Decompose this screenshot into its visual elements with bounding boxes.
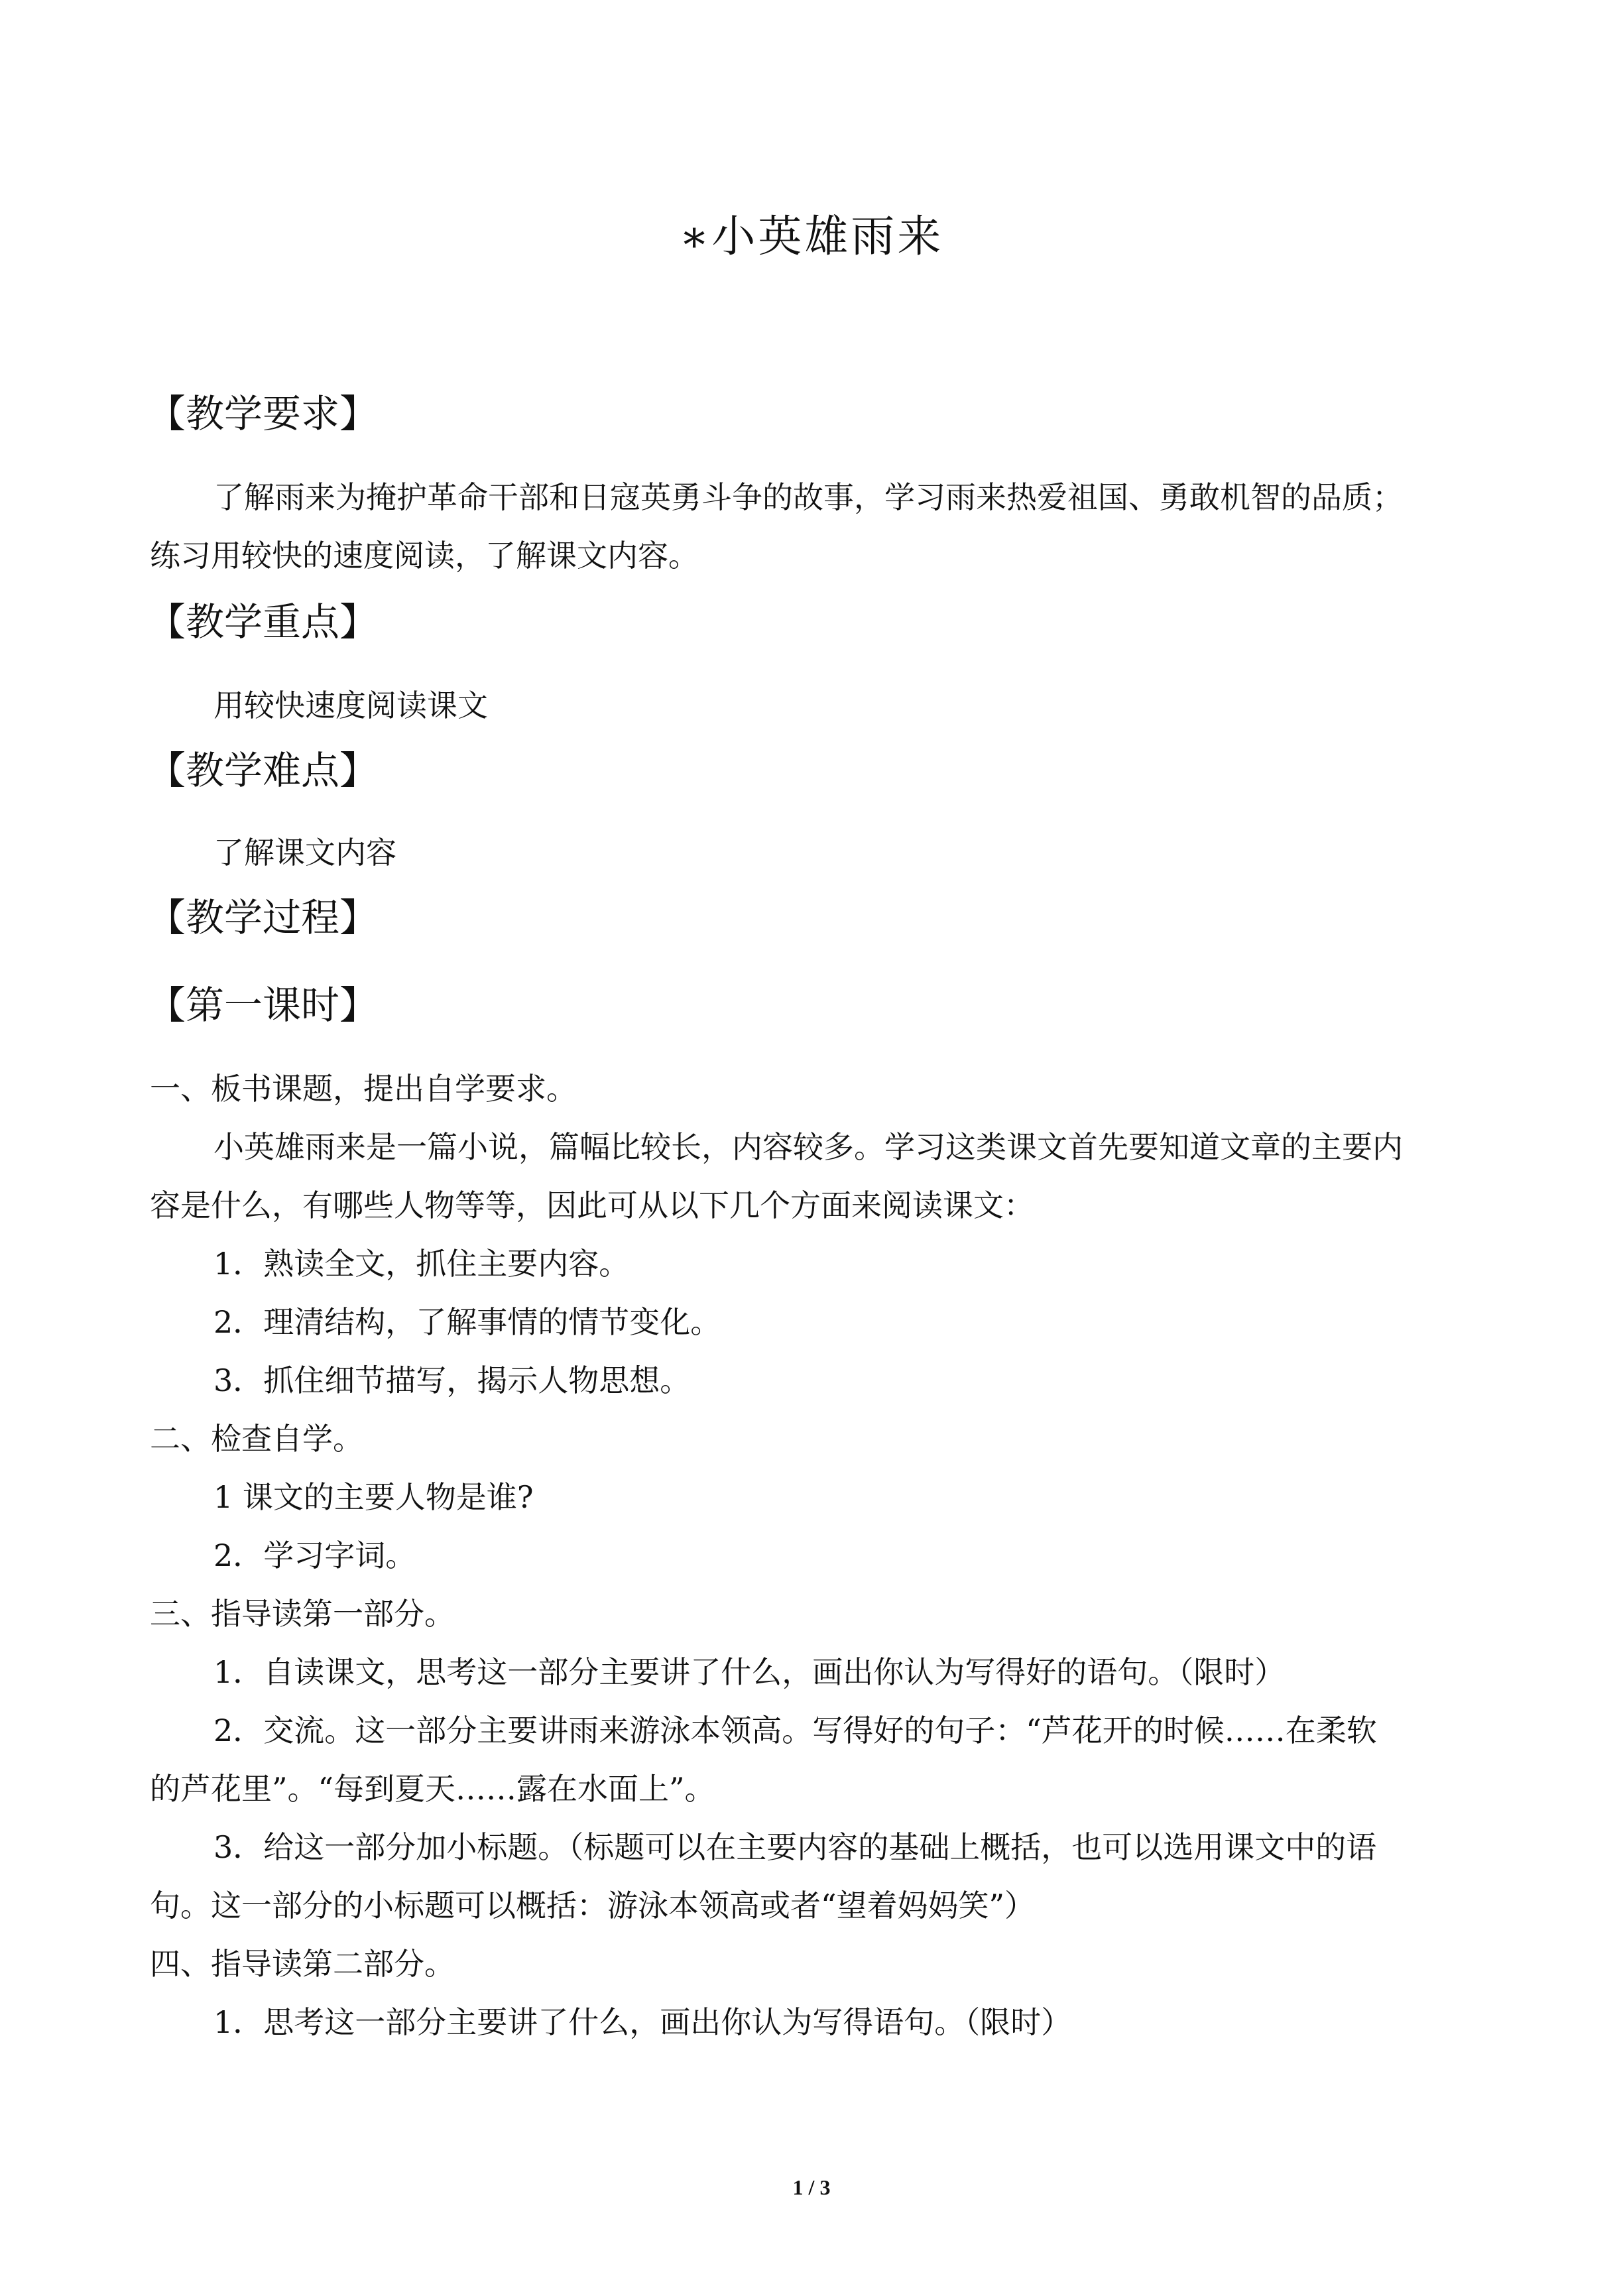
section-title: 一、板书课题，提出自学要求。 — [150, 1071, 577, 1107]
list-item: 1 课文的主要人物是谁? — [213, 1479, 534, 1515]
keypoint-text: 用较快速度阅读课文 — [213, 688, 488, 723]
requirements-text-line: 了解雨来为掩护革命干部和日寇英勇斗争的故事，学习雨来热爱祖国、勇敢机智的品质； — [213, 479, 1403, 515]
list-item: 2．学习字词。 — [213, 1538, 416, 1573]
section-title: 二、检查自学。 — [150, 1421, 363, 1457]
requirements-heading: 【教学要求】 — [147, 391, 379, 436]
page-title: ∗小英雄雨来 — [679, 211, 944, 262]
difficulty-text: 了解课文内容 — [213, 835, 396, 871]
lesson1-heading: 【第一课时】 — [147, 983, 379, 1028]
difficulty-heading: 【教学难点】 — [147, 748, 379, 793]
paragraph-line: 容是什么，有哪些人物等等，因此可从以下几个方面来阅读课文： — [150, 1187, 1034, 1223]
requirements-text-line: 练习用较快的速度阅读，了解课文内容。 — [150, 538, 699, 574]
section-title: 四、指导读第二部分。 — [150, 1946, 455, 1982]
section-title: 三、指导读第一部分。 — [150, 1596, 455, 1632]
list-item: 2．理清结构，了解事情的情节变化。 — [213, 1304, 721, 1340]
list-item: 3．抓住细节描写，揭示人物思想。 — [213, 1362, 691, 1398]
list-item: 1．自读课文，思考这一部分主要讲了什么，画出你认为写得好的语句。（限时） — [213, 1654, 1286, 1690]
list-item: 2．交流。这一部分主要讲雨来游泳本领高。写得好的句子：“芦花开的时候……在柔软 — [213, 1713, 1377, 1748]
paragraph-line: 小英雄雨来是一篇小说，篇幅比较长，内容较多。学习这类课文首先要知道文章的主要内 — [213, 1129, 1403, 1165]
page-number: 1 / 3 — [792, 2175, 831, 2199]
list-item-continuation: 句。这一部分的小标题可以概括：游泳本领高或者“望着妈妈笑”） — [150, 1888, 1036, 1923]
list-item: 1．熟读全文，抓住主要内容。 — [213, 1246, 630, 1282]
list-item: 3．给这一部分加小标题。（标题可以在主要内容的基础上概括，也可以选用课文中的语 — [213, 1829, 1377, 1865]
list-item: 1．思考这一部分主要讲了什么，画出你认为写得语句。（限时） — [213, 2004, 1072, 2040]
list-item-continuation: 的芦花里”。“每到夏天……露在水面上”。 — [150, 1771, 715, 1807]
keypoint-heading: 【教学重点】 — [147, 599, 379, 644]
process-heading: 【教学过程】 — [147, 895, 379, 940]
